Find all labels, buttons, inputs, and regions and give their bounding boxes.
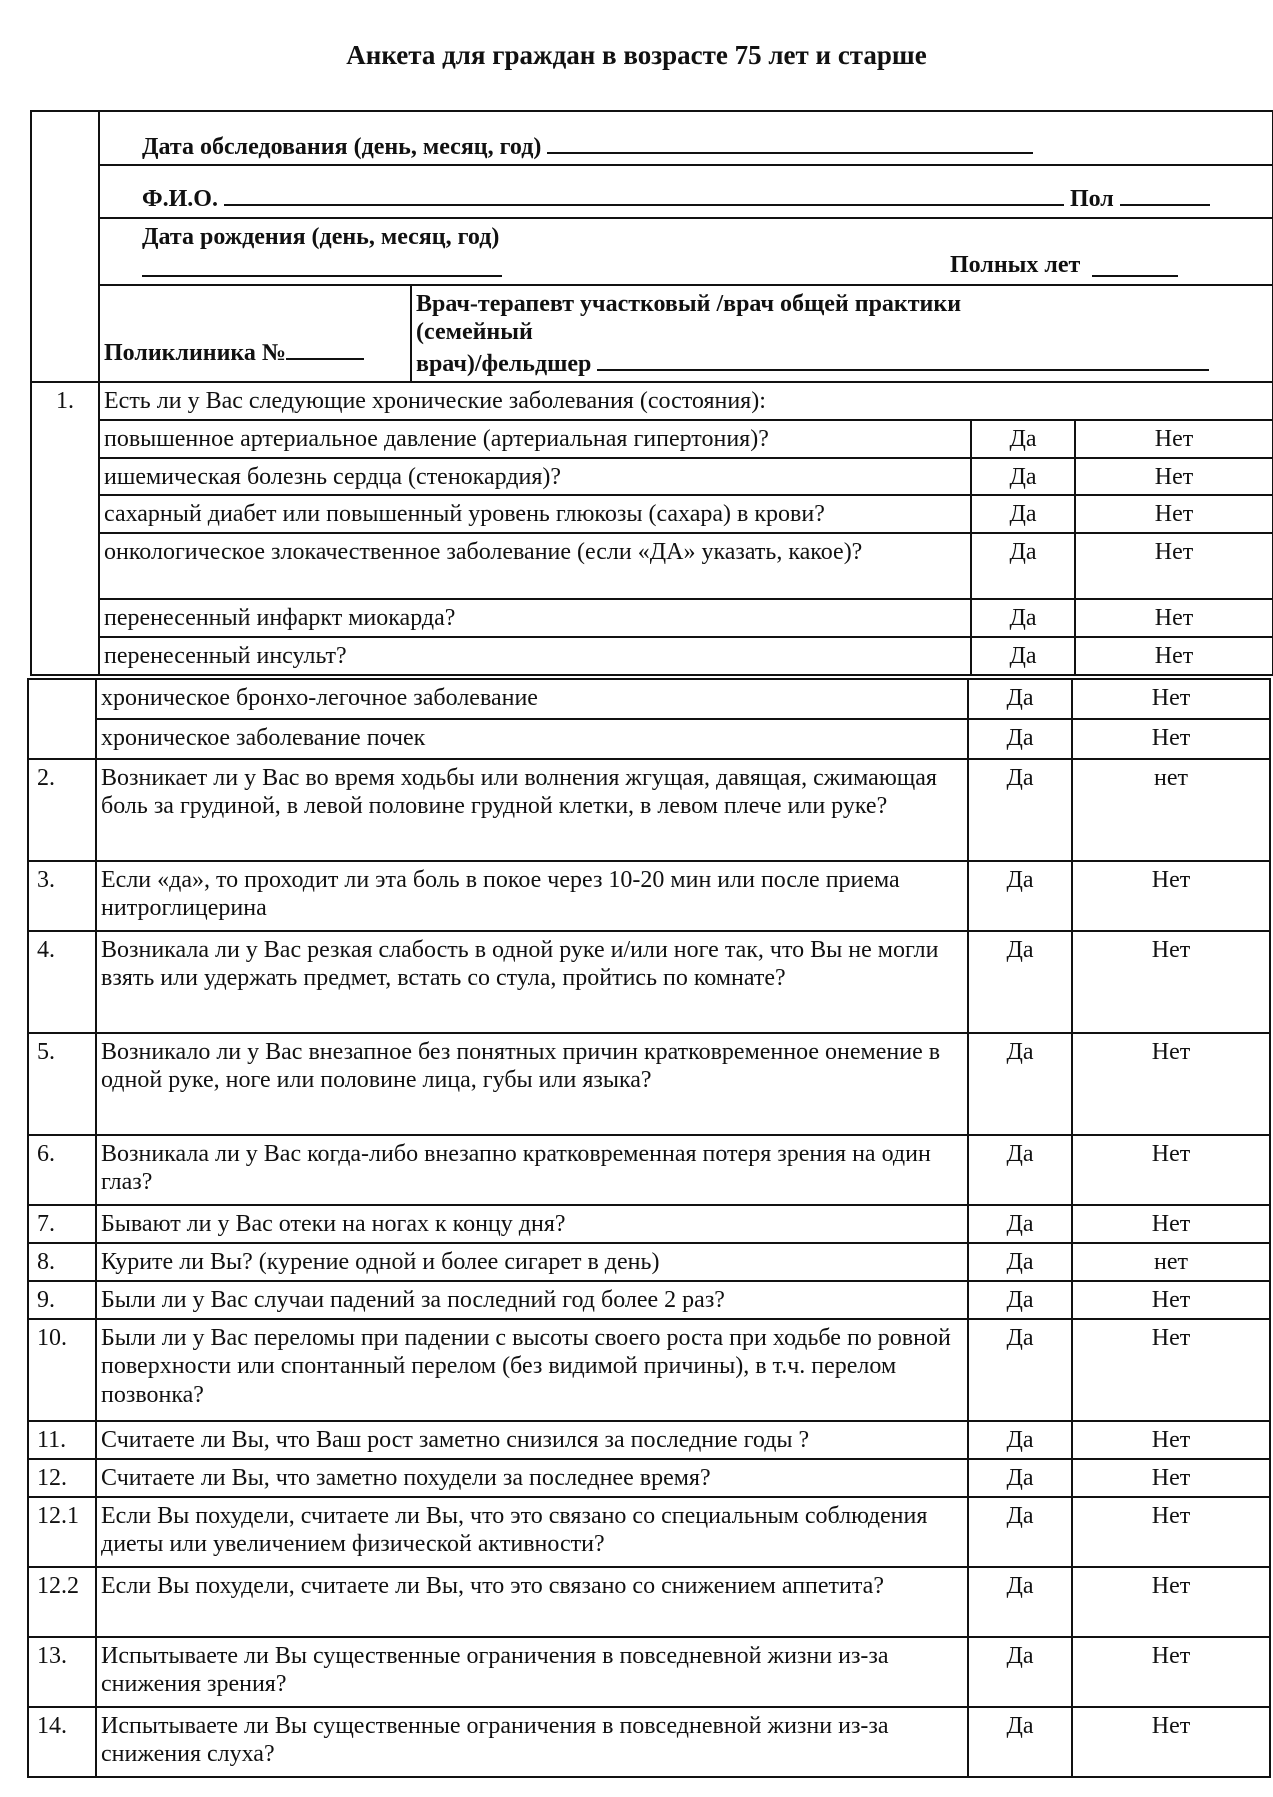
- question-text: Если «да», то проходит ли эта боль в покое через 10-20 мин или после приема нитроглицерина: [96, 861, 968, 931]
- question-number: 12.2: [28, 1567, 96, 1637]
- form-table-bottom: [27, 678, 1271, 1778]
- answer-yes[interactable]: Да: [968, 1243, 1072, 1281]
- form-table-top: [30, 110, 1273, 676]
- answer-no[interactable]: Нет: [1075, 495, 1273, 533]
- exam-date-label: Дата обследования (день, месяц, год): [142, 134, 542, 160]
- q1-subitem-text: онкологическое злокачественное заболевание (если «ДА» указать, какое)?: [99, 533, 971, 599]
- clinic-number-field[interactable]: [286, 336, 364, 360]
- question-text: Испытываете ли Вы существенные ограничения в повседневной жизни из-за снижения зрения?: [96, 1637, 968, 1707]
- answer-yes[interactable]: Да: [968, 1707, 1072, 1777]
- question-row: [28, 1567, 1270, 1637]
- question-text: Возникало ли у Вас внезапное без понятных причин кратковременное онемение в одной руке, ноге или половине лица, губы или языка?: [96, 1033, 968, 1135]
- answer-yes[interactable]: Да: [968, 1459, 1072, 1497]
- sex-field[interactable]: [1120, 182, 1210, 206]
- q1-text: Есть ли у Вас следующие хронические заболевания (состояния):: [99, 382, 1273, 420]
- answer-no[interactable]: Нет: [1072, 861, 1270, 931]
- answer-no[interactable]: Нет: [1075, 599, 1273, 637]
- q1-subitem-text: хроническое бронхо-легочное заболевание: [96, 679, 968, 719]
- doctor-cell: [411, 285, 1273, 382]
- answer-no[interactable]: Нет: [1072, 1319, 1270, 1421]
- q1-subitem-text: ишемическая болезнь сердца (стенокардия)?: [99, 458, 971, 495]
- question-row: [28, 931, 1270, 1033]
- answer-yes[interactable]: Да: [968, 1567, 1072, 1637]
- answer-no[interactable]: Нет: [1072, 719, 1270, 759]
- birth-date-field[interactable]: [142, 253, 502, 277]
- answer-no[interactable]: Нет: [1072, 1033, 1270, 1135]
- question-row: [28, 1205, 1270, 1243]
- question-text: Считаете ли Вы, что Ваш рост заметно снизился за последние годы ?: [96, 1421, 968, 1459]
- answer-no[interactable]: Нет: [1072, 1421, 1270, 1459]
- fio-row: [99, 165, 1273, 217]
- question-row: [28, 1637, 1270, 1707]
- answer-yes[interactable]: Да: [968, 1135, 1072, 1205]
- question-number: 10.: [28, 1319, 96, 1421]
- q1-subitem-text: повышенное артериальное давление (артериальная гипертония)?: [99, 420, 971, 458]
- q1-subitem-row: [31, 495, 1273, 533]
- answer-yes[interactable]: Да: [968, 1033, 1072, 1135]
- page-title: Анкета для граждан в возрасте 75 лет и старше: [346, 40, 927, 70]
- doctor-label-line2: (семейный: [416, 319, 533, 346]
- q1-subitem-text: хроническое заболевание почек: [96, 719, 968, 759]
- q1-subitem-row: [31, 533, 1273, 599]
- q1-subitem-text: перенесенный инсульт?: [99, 637, 971, 675]
- answer-no[interactable]: нет: [1072, 1243, 1270, 1281]
- header-spacer-cell: [31, 111, 99, 382]
- question-row: [28, 1459, 1270, 1497]
- question-row: [28, 1497, 1270, 1567]
- question-row: [28, 1707, 1270, 1777]
- q1-subitem-row: [28, 719, 1270, 759]
- answer-yes[interactable]: Да: [971, 458, 1075, 495]
- q1-subitem-row: [28, 679, 1270, 719]
- answer-yes[interactable]: Да: [968, 1281, 1072, 1319]
- answer-no[interactable]: Нет: [1072, 1567, 1270, 1637]
- answer-no[interactable]: Нет: [1072, 1281, 1270, 1319]
- question-text: Испытываете ли Вы существенные ограничения в повседневной жизни из-за снижения слуха?: [96, 1707, 968, 1777]
- doctor-name-field[interactable]: [597, 347, 1209, 371]
- q1-continuation-cell: [28, 719, 96, 759]
- fio-label: Ф.И.О.: [142, 186, 218, 213]
- question-row: [28, 1243, 1270, 1281]
- q1-number: 1.: [31, 382, 99, 675]
- question-text: Были ли у Вас переломы при падении с высоты своего роста при ходьбе по ровной поверхности или спонтанный перелом (без видимой причины), в т.ч. перелом позвонка?: [96, 1319, 968, 1421]
- question-row: [28, 1135, 1270, 1205]
- sex-label: Пол: [1069, 186, 1114, 213]
- answer-no[interactable]: Нет: [1072, 1637, 1270, 1707]
- question-row: [28, 759, 1270, 861]
- answer-yes[interactable]: Да: [971, 420, 1075, 458]
- fio-field[interactable]: [224, 182, 1064, 206]
- answer-no[interactable]: Нет: [1075, 637, 1273, 675]
- answer-no[interactable]: Нет: [1075, 458, 1273, 495]
- question-text: Курите ли Вы? (курение одной и более сигарет в день): [96, 1243, 968, 1281]
- doctor-label-line3: врач)/фельдшер: [416, 350, 592, 377]
- answer-no[interactable]: Нет: [1072, 1135, 1270, 1205]
- answer-no[interactable]: Нет: [1072, 1205, 1270, 1243]
- birth-date-label: Дата рождения (день, месяц, год): [142, 223, 500, 250]
- answer-yes[interactable]: Да: [968, 1205, 1072, 1243]
- answer-yes[interactable]: Да: [968, 1497, 1072, 1567]
- question-text: Считаете ли Вы, что заметно похудели за последнее время?: [96, 1459, 968, 1497]
- answer-yes[interactable]: Да: [968, 1319, 1072, 1421]
- full-years-field[interactable]: [1092, 253, 1178, 277]
- clinic-cell: [99, 285, 411, 382]
- answer-yes[interactable]: Да: [968, 861, 1072, 931]
- answer-yes[interactable]: Да: [968, 759, 1072, 861]
- question-row: [28, 1421, 1270, 1459]
- question-number: 5.: [28, 1033, 96, 1135]
- question-number: 11.: [28, 1421, 96, 1459]
- answer-yes[interactable]: Да: [968, 931, 1072, 1033]
- question-text: Возникала ли у Вас когда-либо внезапно кратковременная потеря зрения на один глаз?: [96, 1135, 968, 1205]
- question-number: 14.: [28, 1707, 96, 1777]
- question-number: 12.1: [28, 1497, 96, 1567]
- question-text: Бывают ли у Вас отеки на ногах к концу дня?: [96, 1205, 968, 1243]
- question-number: 13.: [28, 1637, 96, 1707]
- question-text: Если Вы похудели, считаете ли Вы, что это связано со снижением аппетита?: [96, 1567, 968, 1637]
- answer-no[interactable]: Нет: [1072, 679, 1270, 719]
- question-number: 4.: [28, 931, 96, 1033]
- question-row: [28, 1319, 1270, 1421]
- question-text: Возникала ли у Вас резкая слабость в одной руке и/или ноге так, что Вы не могли взять или удержать предмет, встать со стула, пройтись по комнате?: [96, 931, 968, 1033]
- doctor-label-line1: Врач-терапевт участковый /врач общей практики: [416, 290, 962, 317]
- question-row: [28, 861, 1270, 931]
- answer-yes[interactable]: Да: [968, 719, 1072, 759]
- question-row: [28, 1033, 1270, 1135]
- full-years-label: Полных лет: [950, 251, 1081, 278]
- answer-no[interactable]: Нет: [1075, 533, 1273, 599]
- question-number: 2.: [28, 759, 96, 861]
- answer-no[interactable]: Нет: [1072, 1497, 1270, 1567]
- question-text: Были ли у Вас случаи падений за последний год более 2 раз?: [96, 1281, 968, 1319]
- answer-yes[interactable]: Да: [971, 533, 1075, 599]
- q1-continuation-cell: [28, 679, 96, 719]
- question-number: 9.: [28, 1281, 96, 1319]
- question-number: 7.: [28, 1205, 96, 1243]
- exam-date-row: [99, 111, 1273, 165]
- question-number: 8.: [28, 1243, 96, 1281]
- answer-yes[interactable]: Да: [971, 637, 1075, 675]
- answer-no[interactable]: Нет: [1072, 1459, 1270, 1497]
- q1-subitem-row: [31, 458, 1273, 495]
- q1-subitem-row: [31, 599, 1273, 637]
- answer-no[interactable]: Нет: [1075, 420, 1273, 458]
- q1-subitem-row: [31, 420, 1273, 458]
- answer-yes[interactable]: Да: [968, 679, 1072, 719]
- question-number: 12.: [28, 1459, 96, 1497]
- q1-subitem-text: сахарный диабет или повышенный уровень глюкозы (сахара) в крови?: [99, 495, 971, 533]
- question-text: Если Вы похудели, считаете ли Вы, что это связано со специальным соблюдения диеты или увеличением физической активности?: [96, 1497, 968, 1567]
- answer-yes[interactable]: Да: [971, 495, 1075, 533]
- question-row: [28, 1281, 1270, 1319]
- birth-date-row: [99, 218, 1273, 285]
- exam-date-field[interactable]: [547, 130, 1033, 154]
- answer-no[interactable]: Нет: [1072, 1707, 1270, 1777]
- question-number: 3.: [28, 861, 96, 931]
- question-number: 6.: [28, 1135, 96, 1205]
- answer-no[interactable]: нет: [1072, 759, 1270, 861]
- answer-yes[interactable]: Да: [968, 1421, 1072, 1459]
- answer-yes[interactable]: Да: [968, 1637, 1072, 1707]
- answer-yes[interactable]: Да: [971, 599, 1075, 637]
- question-text: Возникает ли у Вас во время ходьбы или волнения жгущая, давящая, сжимающая боль за грудиной, в левой половине грудной клетки, в левом плече или руке?: [96, 759, 968, 861]
- q1-subitem-text: перенесенный инфаркт миокарда?: [99, 599, 971, 637]
- answer-no[interactable]: Нет: [1072, 931, 1270, 1033]
- q1-subitem-row: [31, 637, 1273, 675]
- clinic-label: Поликлиника №: [104, 339, 287, 366]
